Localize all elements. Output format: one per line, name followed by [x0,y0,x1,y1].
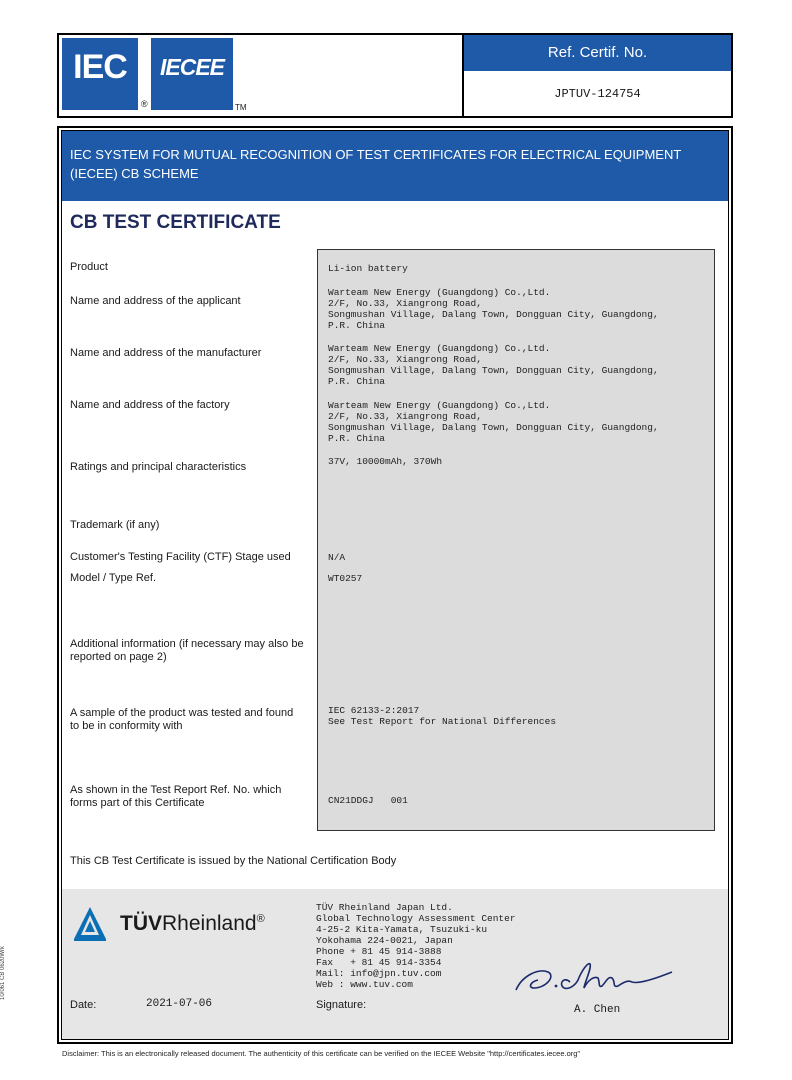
value-factory: Warteam New Energy (Guangdong) Co.,Ltd. 2/F, No.33, Xiangrong Road, Songmushan Village, Dalang Town, Dongguan City, Guangdong, P.R. China [328,400,659,444]
tuv-brand-bold: TÜV [120,912,162,935]
tuv-brand-reg: ® [256,913,265,925]
label-additional-info: Additional information (if necessary may also be reported on page 2) [70,638,304,663]
value-product: Li-ion battery [328,263,408,274]
ref-certif-title: Ref. Certif. No. [547,44,648,61]
disclaimer: Disclaimer: This is an electronically released document. The authenticity of this certificate can be verified on the IECEE Website "http://certificates.iecee.org" [62,1049,581,1058]
iecee-logo-text: IECEE [159,54,225,80]
date-value: 2021-07-06 [146,998,213,1010]
iecee-logo [151,38,233,110]
label-product: Product [70,261,108,273]
value-ratings: 37V, 10000mAh, 370Wh [328,456,443,467]
handwritten-signature [512,958,682,998]
label-test-report: As shown in the Test Report Ref. No. which forms part of this Certificate [70,784,282,809]
value-ctf: N/A [328,552,346,563]
ref-certif-number: JPTUV-124754 [554,87,641,101]
label-factory: Name and address of the factory [70,399,230,411]
label-trademark: Trademark (if any) [70,519,160,531]
signature-label: Signature: [316,999,367,1011]
value-manufacturer: Warteam New Energy (Guangdong) Co.,Ltd. 2/F, No.33, Xiangrong Road, Songmushan Village, Dalang Town, Dongguan City, Guangdong, P.R. China [328,343,659,387]
certificate-data-box [317,249,715,831]
value-applicant: Warteam New Energy (Guangdong) Co.,Ltd. 2/F, No.33, Xiangrong Road, Songmushan Village, Dalang Town, Dongguan City, Guangdong, P.R. China [328,287,659,331]
label-ratings: Ratings and principal characteristics [70,461,247,473]
issuer-address: TÜV Rheinland Japan Ltd. Global Technology Assessment Center 4-25-2 Kita-Yamata, Tsuzuki-ku Yokohama 224-0021, Japan Phone + 81 45 914-3888 Fax + 81 45 914-3354 Mail: info@jpn.tuv.com Web : www.tuv.com [316,902,516,990]
label-model: Model / Type Ref. [70,572,157,584]
label-applicant: Name and address of the applicant [70,295,241,307]
signatory-name: A. Chen [574,1004,621,1016]
form-code: 10/061 CB 0620Wrk [0,946,6,1000]
scheme-title: IEC SYSTEM FOR MUTUAL RECOGNITION OF TEST CERTIFICATES FOR ELECTRICAL EQUIPMENT (IECEE) CB SCHEME [70,147,682,181]
iec-logo-text: IEC [73,48,127,86]
tuv-brand-rest: Rheinland [162,912,257,935]
trademark-mark: TM [235,103,247,112]
certificate-title: CB TEST CERTIFICATE [70,212,281,233]
value-test-report: CN21DDGJ 001 [328,795,408,806]
iec-logo [62,38,138,110]
label-ctf: Customer's Testing Facility (CTF) Stage used [70,551,291,563]
registered-mark: ® [141,99,148,109]
tuv-triangle-logo-icon [72,905,108,943]
scheme-band [62,131,728,201]
logo-area [59,35,464,116]
date-label: Date: [70,999,97,1011]
tuv-rheinland-brand [120,912,265,936]
label-manufacturer: Name and address of the manufacturer [70,347,262,359]
issued-by-statement: This CB Test Certificate is issued by the National Certification Body [70,855,397,867]
value-model: WT0257 [328,573,363,584]
label-conformity: A sample of the product was tested and found to be in conformity with [70,707,294,732]
value-conformity: IEC 62133-2:2017 See Test Report for National Differences [328,705,557,727]
ref-certif-title-box [464,35,731,71]
certificate-header [57,33,733,118]
